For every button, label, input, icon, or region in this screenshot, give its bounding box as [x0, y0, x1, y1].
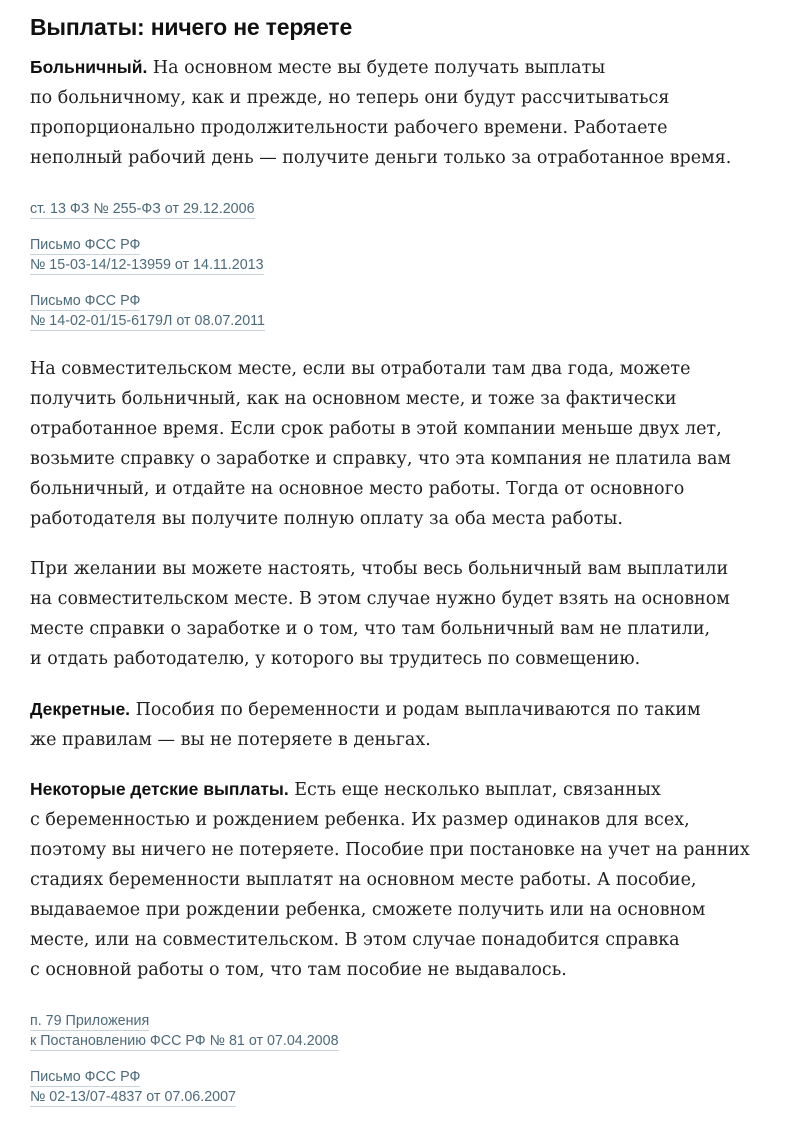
- fss-letter-reference-link[interactable]: Письмо ФСС РФ № 02-13/07-4837 от 07.06.2007: [30, 1069, 236, 1105]
- paragraph-line: На совместительском месте, если вы отработали там два года, можете: [30, 359, 691, 379]
- part-time-paragraph: [30, 354, 731, 534]
- paragraph-line: на совместительском месте. В этом случае нужно будет взять на основном: [30, 589, 730, 609]
- paragraph-line: получить больничный, как на основном месте, и тоже за фактически: [30, 389, 677, 409]
- fss-letter-reference-link[interactable]: Письмо ФСС РФ № 15-03-14/12-13959 от 14.11.2013: [30, 237, 264, 273]
- paragraph-line: и отдать работодателю, у которого вы трудитесь по совмещению.: [30, 649, 641, 669]
- paragraph-line: больничный, и отдайте на основное место работы. Тогда от основного: [30, 479, 685, 499]
- fss-letter-reference-link[interactable]: Письмо ФСС РФ № 14-02-01/15-6179Л от 08.07.2011: [30, 293, 265, 329]
- paragraph-line: месте справки о заработке и о том, что там больничный вам не платили,: [30, 619, 711, 639]
- section-title: Выплаты: ничего не теряете: [30, 14, 353, 40]
- paragraph-line: Некоторые детские выплаты. Есть еще несколько выплат, связанных: [30, 779, 661, 800]
- paragraph-line: При желании вы можете настоять, чтобы весь больничный вам выплатили: [30, 559, 729, 579]
- paragraph-line: возьмите справку о заработке и справку, что эта компания не платила вам: [30, 449, 732, 469]
- child-payments-paragraph: [30, 774, 750, 985]
- paragraph-line: Больничный. На основном месте вы будете получать выплаты: [30, 57, 606, 78]
- sick-leave-label: Больничный.: [30, 57, 148, 77]
- paragraph-line: же правилам — вы не потеряете в деньгах.: [30, 730, 431, 750]
- sick-leave-paragraph: [30, 52, 731, 173]
- resolution-reference-link[interactable]: п. 79 Приложения к Постановлению ФСС РФ № 81 от 07.04.2008: [30, 1013, 339, 1049]
- law-reference-link[interactable]: ст. 13 ФЗ № 255-ФЗ от 29.12.2006: [30, 201, 255, 217]
- paragraph-line: поэтому вы ничего не потеряете. Пособие при постановке на учет на ранних: [30, 840, 750, 860]
- paragraph-line: пропорционально продолжительности рабочего времени. Работаете: [30, 118, 668, 138]
- paragraph-line: месте, или на совместительском. В этом случае понадобится справка: [30, 930, 680, 950]
- child-payments-label: Некоторые детские выплаты.: [30, 779, 289, 799]
- maternity-label: Декретные.: [30, 699, 131, 719]
- paragraph-line: стадиях беременности выплатят на основном месте работы. А пособие,: [30, 870, 697, 890]
- paragraph-line: выдаваемое при рождении ребенка, сможете получить или на основном: [30, 900, 706, 920]
- paragraph-line: неполный рабочий день — получите деньги только за отработанное время.: [30, 148, 732, 168]
- paragraph-line: с основной работы о том, что там пособие не выдавалось.: [30, 960, 567, 980]
- maternity-paragraph: [30, 694, 701, 755]
- insist-paragraph: [30, 554, 730, 674]
- paragraph-line: работодателя вы получите полную оплату за оба места работы.: [30, 509, 623, 529]
- paragraph-line: отработанное время. Если срок работы в этой компании меньше двух лет,: [30, 419, 722, 439]
- paragraph-line: Декретные. Пособия по беременности и родам выплачиваются по таким: [30, 699, 701, 720]
- paragraph-line: с беременностью и рождением ребенка. Их размер одинаков для всех,: [30, 810, 690, 830]
- paragraph-line: по больничному, как и прежде, но теперь они будут рассчитываться: [30, 88, 670, 108]
